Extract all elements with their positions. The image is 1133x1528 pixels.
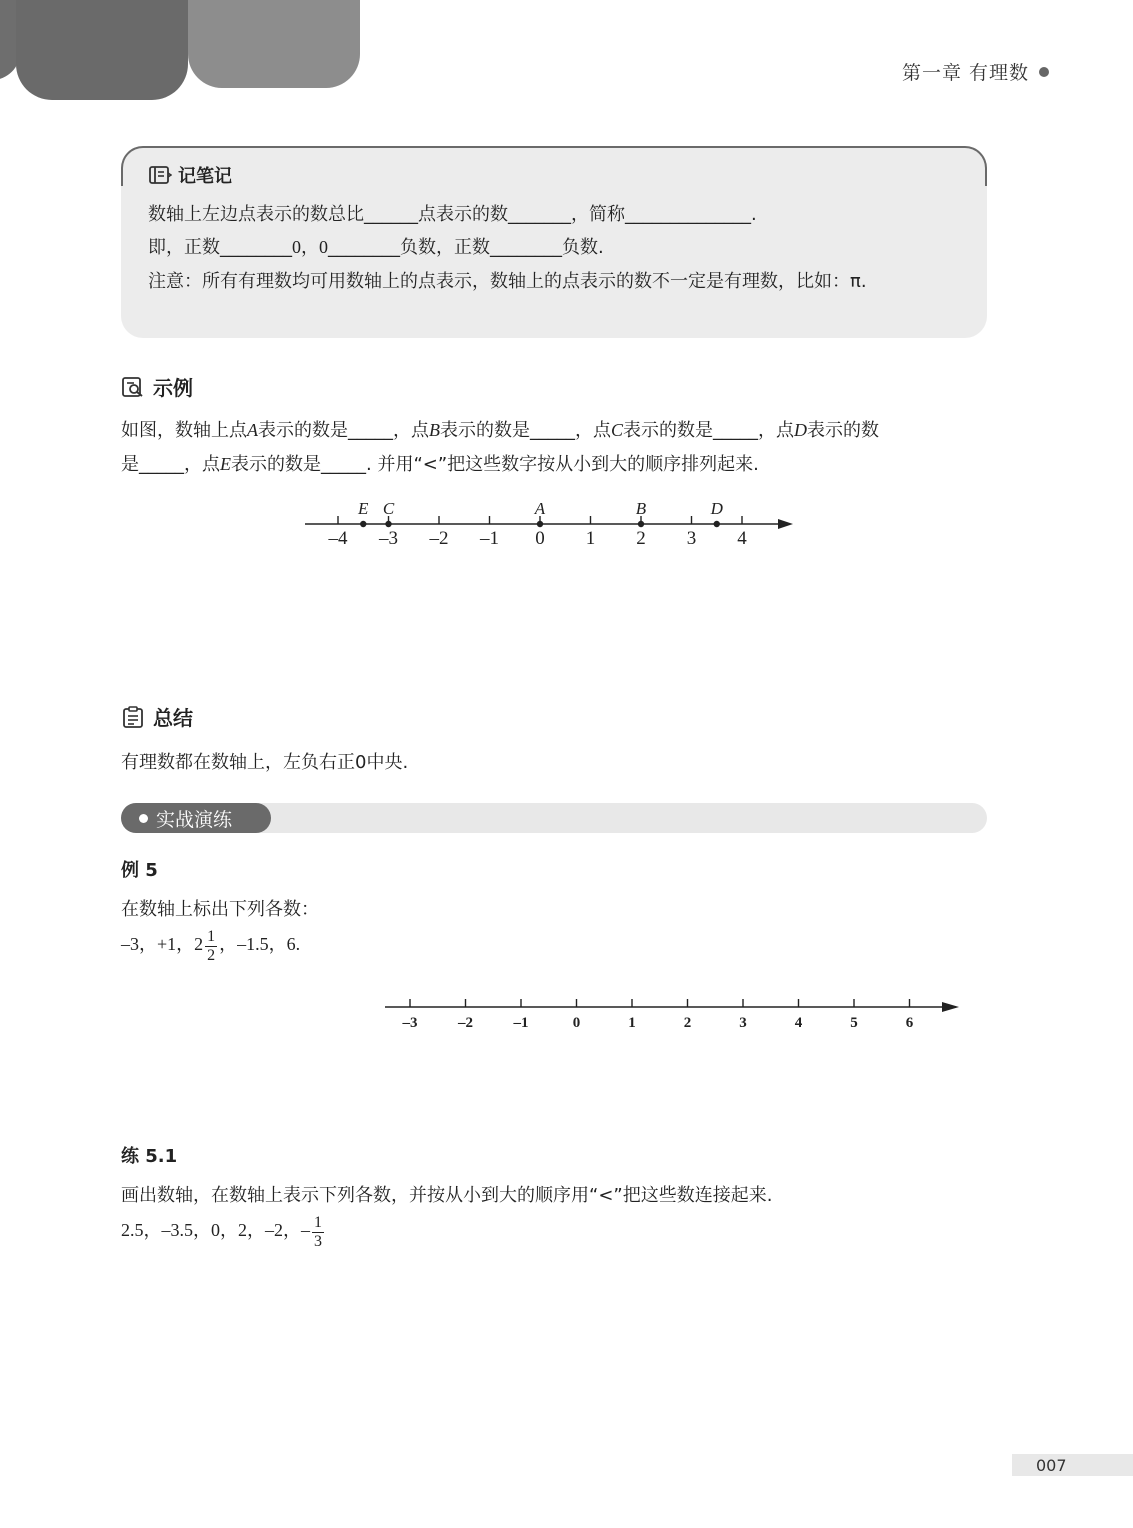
- point-marker: [537, 521, 543, 527]
- tick-label: –2: [458, 1015, 473, 1031]
- example-line-1: 如图，数轴上点A表示的数是_____，点B表示的数是_____，点C表示的数是_____，点D表示的数: [121, 420, 880, 441]
- header-tab-decor: [16, 0, 188, 100]
- clipboard-icon: [121, 705, 145, 729]
- tick-label: 1: [585, 528, 596, 549]
- tick-label: –2: [429, 528, 449, 549]
- point-marker: [714, 521, 720, 527]
- point-label: A: [534, 499, 546, 518]
- point-label: D: [710, 499, 723, 518]
- note-title: 记笔记: [148, 162, 232, 188]
- practice-5-1-text: 画出数轴，在数轴上表示下列各数，并按从小到大的顺序用“<”把这些数连接起来.: [121, 1185, 773, 1206]
- note-line-1: 数轴上左边点表示的数总比______点表示的数_______，简称______________.: [148, 204, 757, 225]
- bullet-icon: [139, 814, 148, 823]
- point-marker: [360, 521, 366, 527]
- note-line-3: 注意：所有有理数均可用数轴上的点表示，数轴上的点表示的数不一定是有理数，比如：π.: [148, 271, 867, 292]
- tick-label: 2: [683, 1015, 692, 1031]
- axis-arrow-icon: [942, 1002, 959, 1012]
- example-line-2: 是_____，点E表示的数是_____. 并用“<”把这些数字按从小到大的顺序排列起来.: [121, 454, 759, 475]
- tick-label: 0: [572, 1015, 581, 1031]
- point-label: E: [358, 499, 369, 518]
- point-label: C: [382, 499, 395, 518]
- tick-label: 3: [739, 1015, 747, 1031]
- tick-label: –3: [402, 1015, 418, 1031]
- tick-label: –3: [379, 528, 398, 549]
- summary-title: 总结: [121, 702, 193, 731]
- tick-label: 6: [905, 1015, 914, 1031]
- tick-label: 0: [535, 528, 545, 549]
- point-label: B: [635, 499, 647, 518]
- tick-label: 4: [737, 528, 747, 549]
- example-title: 示例: [121, 372, 193, 401]
- example-5-numbers: –3，+1，2 $\frac{1}{2}$ ，–1.5，6.: [121, 928, 301, 964]
- practice-5-1-numbers: 2.5，–3.5，0，2，–2，– $\frac{1}{3}$: [121, 1214, 322, 1250]
- point-marker: [638, 521, 644, 527]
- tick-label: 4: [794, 1015, 803, 1031]
- tick-label: –1: [480, 528, 499, 549]
- tick-label: 5: [850, 1015, 858, 1031]
- note-line-2: 即，正数________0，0________负数，正数________负数.: [148, 237, 604, 258]
- fraction: $\frac{1}{3}$: [314, 1214, 322, 1250]
- tick-label: –4: [328, 528, 348, 549]
- notebook-icon: [148, 165, 172, 185]
- header-tab-decor: [188, 0, 360, 88]
- page-number: 007: [1012, 1454, 1133, 1476]
- search-document-icon: [121, 376, 145, 398]
- fraction: $\frac{1}{2}$: [207, 928, 216, 964]
- example-5-text: 在数轴上标出下列各数：: [121, 899, 319, 920]
- tick-label: 3: [686, 528, 697, 549]
- tick-label: 2: [636, 528, 646, 549]
- summary-text: 有理数都在数轴上，左负右正0中央.: [121, 752, 409, 773]
- practice-5-1-title: 练 5.1: [121, 1146, 178, 1167]
- number-line-example: [300, 494, 800, 554]
- tick-label: –1: [513, 1015, 529, 1031]
- point-marker: [385, 521, 391, 527]
- bullet-icon: [1039, 67, 1049, 77]
- tick-label: 1: [628, 1015, 636, 1031]
- practice-tag: 实战演练: [121, 803, 271, 833]
- number-line-example-5: [380, 990, 970, 1040]
- chapter-title: 第一章 有理数: [902, 58, 1049, 85]
- example-5-title: 例 5: [121, 860, 158, 881]
- axis-arrow-icon: [778, 519, 793, 529]
